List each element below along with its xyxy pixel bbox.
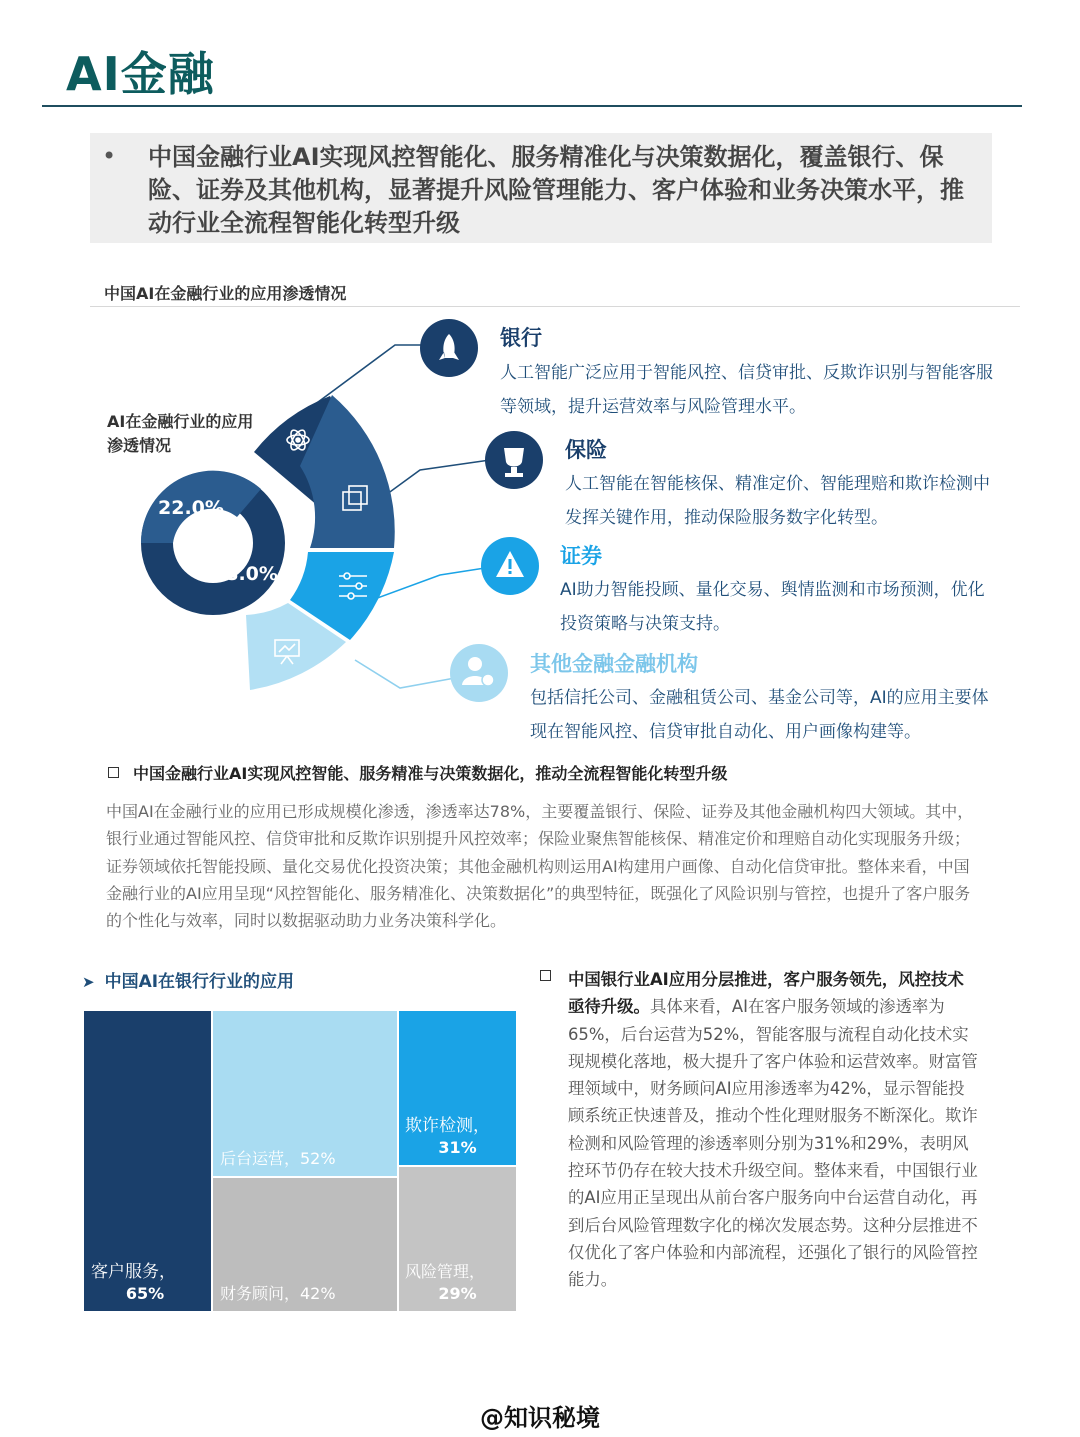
bank-ai-treemap [84, 1011, 516, 1311]
checkbox-bullet-icon [108, 767, 119, 778]
figure-title: 中国AI在金融行业的应用渗透情况 [104, 284, 347, 303]
category-desc-bank: 人工智能广泛应用于智能风控、信贷审批、反欺诈识别与智能客服等领域，提升运营效率与风险管理水平。 [500, 363, 993, 417]
category-desc-insurance: 人工智能在智能核保、精准定价、智能理赔和欺诈检测中发挥关键作用，推动保险服务数字化转型。 [565, 474, 990, 528]
section2-lead: 中国银行业AI应用分层推进，客户服务领先，风控技术亟待升级。 [568, 970, 964, 1017]
treemap-cell-fraud-detection: 欺诈检测， 31% [399, 1011, 516, 1165]
treemap-cell-customer-service: 客户服务， 65% [84, 1011, 211, 1311]
section2-description [568, 966, 978, 1294]
treemap-cell-back-office: 后台运营，52% [213, 1011, 397, 1176]
footer-watermark: @知识秘境 [480, 1404, 600, 1432]
arrow-bullet-icon: ➤ [82, 973, 95, 991]
checkbox-bullet-icon [540, 970, 551, 981]
category-title-bank: 银行 [500, 326, 542, 350]
section1-heading: 中国金融行业AI实现风控智能、服务精准与决策数据化，推动全流程智能化转型升级 [108, 761, 727, 784]
donut-small-label: 22.0% [158, 497, 224, 519]
section2-body: 具体来看，AI在客户服务领域的渗透率为65%，后台运营为52%，智能客服与流程自动化技术实现规模化落地，极大提升了客户体验和运营效率。财富管理领域中，财务顾问AI应用渗透率为42%，显示智能投顾系统正快速普及，推动个性化理财服务不断深化。欺诈检测和风险管理的渗透率则分别为31%和29%，表明风控环节仍存在较大技术升级空间。整体来看，中国银行业的AI应用正呈现出从前台客户服务向中台运营自动化，再到后台风险管理数字化的梯次发展态势。这种分层推进不仅优化了客户体验和内部流程，还强化了银行的风险管控能力。 [568, 997, 978, 1290]
connector-other [355, 660, 455, 688]
connector-securities [372, 568, 485, 600]
other-institutions-badge [450, 644, 508, 702]
donut-title: AI在金融行业的应用渗透情况 [107, 412, 254, 455]
donut-large-label: 78.0% [212, 563, 278, 585]
category-title-securities: 证券 [560, 544, 602, 568]
category-title-other: 其他金融金融机构 [530, 652, 698, 676]
category-desc-other: 包括信托公司、金融租赁公司、基金公司等，AI的应用主要体现在智能风控、信贷审批自动化、用户画像构建等。 [530, 688, 989, 742]
category-title-insurance: 保险 [565, 438, 607, 462]
category-desc-securities: AI助力智能投顾、量化交易、舆情监测和市场预测，优化投资策略与决策支持。 [560, 580, 985, 634]
page-title: AI金融 [66, 47, 215, 101]
summary-bullet: • [102, 142, 117, 170]
summary-text: 中国金融行业AI实现风控智能化、服务精准化与决策数据化，覆盖银行、保险、证券及其他机构，显著提升风险管理能力、客户体验和业务决策水平，推动行业全流程智能化转型升级 [148, 143, 964, 237]
section2-heading: ➤ 中国AI在银行行业的应用 [82, 972, 295, 992]
treemap-cell-risk-management: 风险管理， 29% [399, 1167, 516, 1311]
section1-paragraph: 中国AI在金融行业的应用已形成规模化渗透，渗透率达78%，主要覆盖银行、保险、证券及其他金融机构四大领域。其中，银行业通过智能风控、信贷审批和反欺诈识别提升风控效率；保险业聚焦智能核保、精准定价和理赔自动化实现服务升级；证券领域依托智能投顾、量化交易优化投资决策；其他金融机构则运用AI构建用户画像、自动化信贷审批。整体来看，中国金融行业的AI应用呈现“风控智能化、服务精准化、决策数据化”的典型特征，既强化了风险识别与管控，也提升了客户服务的个性化与效率，同时以数据驱动助力业务决策科学化。 [106, 802, 974, 931]
treemap-cell-financial-advisor: 财务顾问，42% [213, 1178, 397, 1311]
